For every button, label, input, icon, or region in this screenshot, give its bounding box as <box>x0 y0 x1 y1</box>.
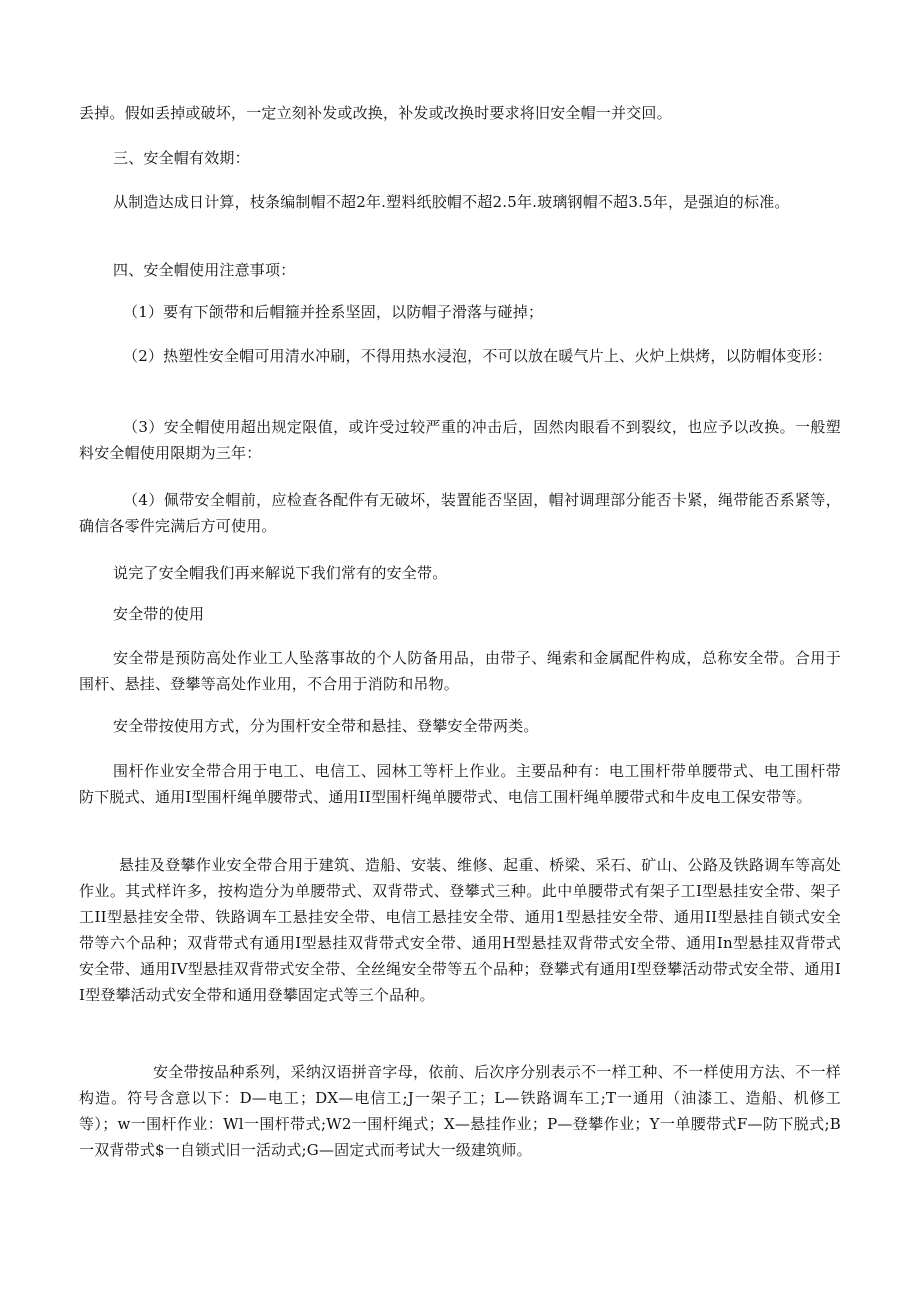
paragraph-note-1: （1）要有下颌带和后帽箍并拴系坚固，以防帽子滑落与碰掉； <box>123 303 544 321</box>
paragraph-note-2: （2）热塑性安全帽可用清水冲刷，不得用热水浸泡，不可以放在暖气片上、火炉上烘烤，以防帽体变形： <box>123 347 832 365</box>
paragraph-transition-safety-belt: 说完了安全帽我们再来解说下我们常有的安全带。 <box>113 564 448 582</box>
paragraph-helmet-replacement: 丢掉。假如丢掉或破坏，一定立刻补发或改换，补发或改换时要求将旧安全帽一并交回。 <box>79 104 672 122</box>
heading-helmet-validity: 三、安全帽有效期： <box>113 149 250 167</box>
paragraph-suspension-climbing-belts: 悬挂及登攀作业安全带合用于建筑、造船、安装、维修、起重、桥梁、采石、矿山、公路及铁路调车等高处作业。其式样许多，按构造分为单腰带式、双背带式、登攀式三种。此中单腰带式有架子工I型悬挂安全带、架子工II型悬挂安全带、铁路调车工悬挂安全带、电信工悬挂安全带、通用1型悬挂安全带、通用II型悬挂自锁式安全带等六个品种；双背带式有通用I型悬挂双背带式安全带、通用H型悬挂双背带式安全带、通用In型悬挂双背带式安全带、通用IV型悬挂双背带式安全带、全丝绳安全带等五个品种；登攀式有通用I型登攀活动带式安全带、通用II型登攀活动式安全带和通用登攀固定式等三个品种。 <box>79 856 841 1004</box>
paragraph-note-3: （3）安全帽使用超出规定限值，或许受过较严重的冲击后，固然肉眼看不到裂纹，也应予以改换。一般塑料安全帽使用限期为三年： <box>79 418 841 462</box>
heading-helmet-notes: 四、安全帽使用注意事项： <box>113 261 296 279</box>
paragraph-helmet-validity: 从制造达成日计算，枝条编制帽不超2年.塑料纸胶帽不超2.5年.玻璃钢帽不超3.5年，是强迫的标准。 <box>113 193 790 211</box>
paragraph-safety-belt-definition: 安全带是预防高处作业工人坠落事故的个人防备用品，由带子、绳索和金属配件构成，总称安全带。合用于围杆、悬挂、登攀等高处作业用，不合用于消防和吊物。 <box>79 649 841 693</box>
paragraph-belt-code-symbols: 安全带按品种系列，采纳汉语拼音字母，依前、后次序分别表示不一样工种、不一样使用方法、不一样构造。符号含意以下：D—电工；DX—电信工;J一架子工；L—铁路调车工;T一通用（油漆工、造船、机修工等）；w一围杆作业：Wl一围杆带式;W2一围杆绳式；X—悬挂作业；P—登攀作业；Y一单腰带式F—防下脱式;B一双背带式$一自锁式旧一活动式;G—固定式而考试大一级建筑师。 <box>79 1063 841 1159</box>
paragraph-note-4: （4）佩带安全帽前，应检查各配件有无破坏，装置能否坚固，帽衬调理部分能否卡紧，绳带能否系紧等，确信各零件完满后方可使用。 <box>79 491 841 535</box>
paragraph-pole-work-belts: 围杆作业安全带合用于电工、电信工、园林工等杆上作业。主要品种有：电工围杆带单腰带式、电工围杆带防下脱式、通用I型围杆绳单腰带式、通用II型围杆绳单腰带式、电信工围杆绳单腰带式和牛皮电工保安带等。 <box>79 762 841 806</box>
paragraph-safety-belt-types: 安全带按使用方式，分为围杆安全带和悬挂、登攀安全带两类。 <box>113 717 539 735</box>
heading-safety-belt-usage: 安全带的使用 <box>113 605 205 623</box>
